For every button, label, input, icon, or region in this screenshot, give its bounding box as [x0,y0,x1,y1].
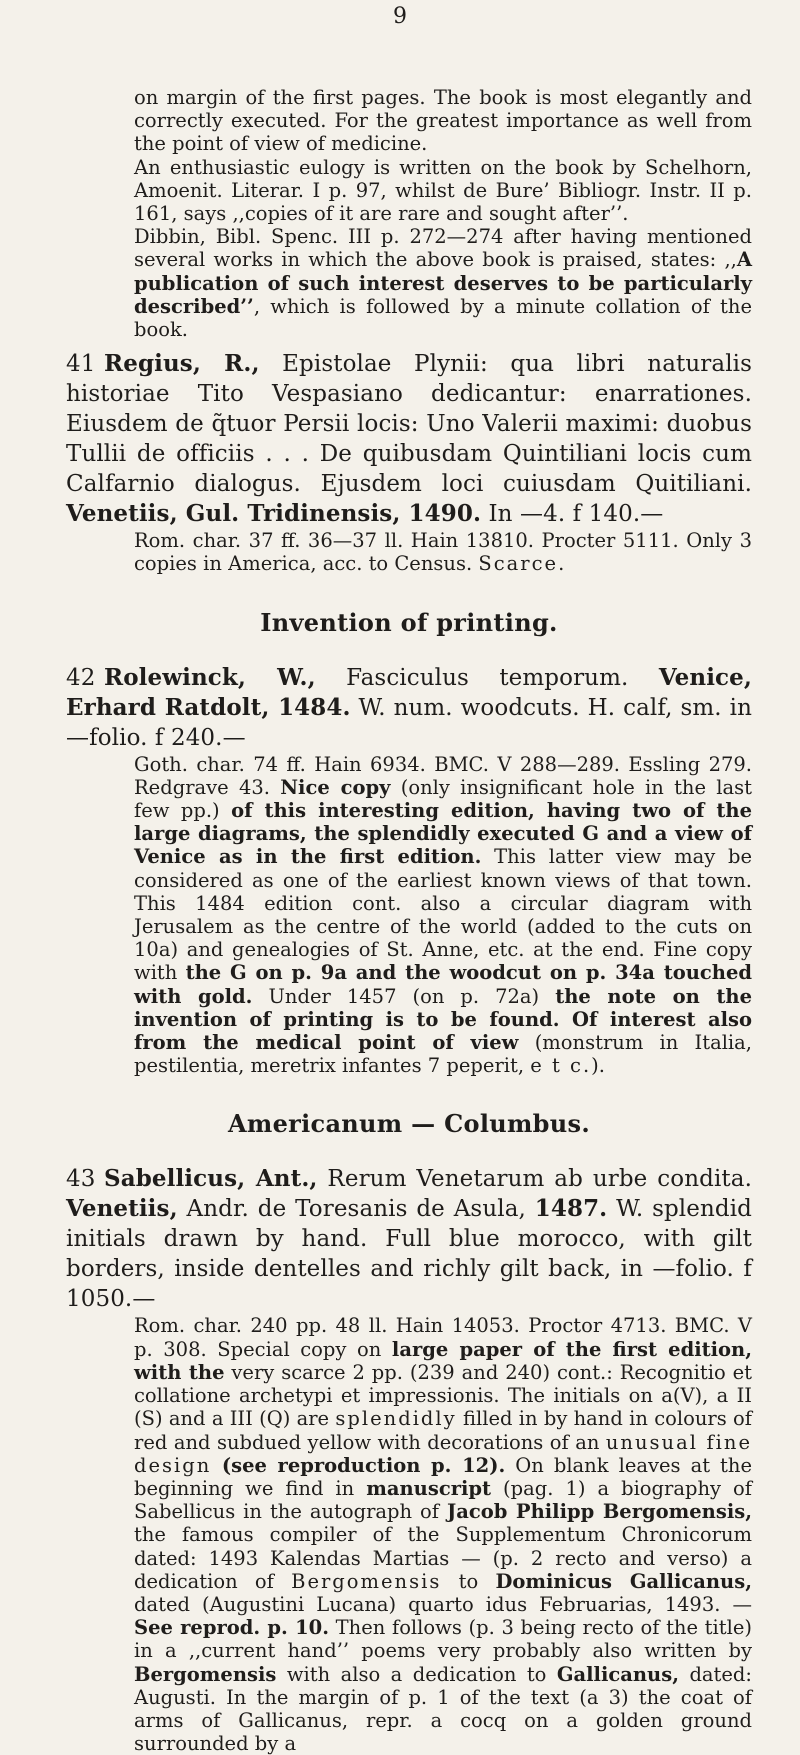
intro-line-3 [134,225,752,341]
entry-43-d5: (pag. 1) a biography of Sabellicus in the autograph of [134,1476,752,1524]
intro-line-2: An enthusiastic eulogy is written on the book by Schelhorn, Amoenit. Literar. I p. 97, whilst de Bure’ Bibliogr. Instr. II p. 161, says ,,copies of it are rare and sought after’’. [134,155,752,226]
entry-42-title: Fasciculus temporum. [315,664,659,691]
entry-42-imprint: Venice, Erhard Ratdolt, 1484. [66,663,752,721]
entry-41-detail-text: Rom. char. 37 ff. 36—37 ll. Hain 13810. Procter 5111. Only 3 copies in America, acc. to Census. [134,529,752,576]
entry-42-head [66,663,752,753]
entry-43-d1: Rom. char. 240 pp. 48 ll. Hain 14053. Proctor 4713. BMC. V p. 308. Special copy on [134,1314,752,1361]
entry-43-b7: Bergomensis [134,1662,277,1686]
entry-43-s1: splendidly [335,1407,457,1431]
entry-41-title: Epistolae Plynii: qua libri naturalis historiae Tito Vespasiano dedicantur: enarrationes. Eiusdem de q̃tuor Persii locis: Uno Valerii maximi: duobus Tullii de officiis . . . De quibusdam Quintiliani locis cum Calfarnio dialogus. Ejusdem loci cuiusdam Quitiliani. [66,351,753,498]
entry-43-d2: very scarce 2 pp. (239 and 240) cont.: Recognitio et collatione archetypi et impressionis. The initials on a(V), a II (S) and a III (Q) are [134,1360,752,1431]
entry-43-b8: Gallicanus, [556,1662,679,1686]
entry-42-format-price: W. num. woodcuts. H. calf, sm. in —folio. f 240.— [66,694,752,751]
entry-43-head [66,1164,752,1314]
entry-42-etc: e t c. [530,1054,592,1078]
entry-43-d11: dated: Augusti. In the margin of p. 1 of the text (a 3) the coat of arms of Gallicanus, repr. a cocq on a golden ground surrounded by a [134,1662,752,1755]
section-title-invention: Invention of printing. [260,607,558,637]
entry-42-bold-1: Nice copy [280,775,391,799]
entry-43-d4: On blank leaves at the beginning we find in [134,1453,752,1500]
entry-41-detail [66,529,752,575]
entry-42-bold-4: the note on the invention of printing is to be found. Of interest also from the medical point of view [134,984,752,1055]
entry-41-author: Regius, R., [104,350,260,378]
entry-43-d9: Then follows (p. 3 being recto of the title) in a ,,current hand’’ poems very probably also written by [134,1616,752,1663]
entry-43-author: Sabellicus, Ant., [104,1165,318,1193]
entry-42-detail [66,753,752,1078]
entry-43-s2: unusual fine design [134,1430,752,1477]
entry-43-d8: dated (Augustini Lucana) quarto idus Februarias, 1493. — [134,1592,752,1616]
entry-43-b2: (see reproduction p. 12). [211,1453,506,1477]
entry-43-d7: to [441,1569,496,1593]
intro-block [66,86,752,341]
entry-41-scarce: Scarce. [478,552,567,576]
entry-43-s3: Bergomensis [291,1569,442,1593]
entry-42-detail-3: This latter view may be considered as one of the earliest known views of that town. This 1484 edition cont. also a circular diagram with Jerusalem as the centre of the world (added to the cuts on 10a) and genealogies of St. Anne, etc. at the end. Fine copy with [134,845,752,985]
entry-43-imprint: Venetiis, [66,1195,178,1223]
entry-42-detail-6: ). [591,1054,605,1078]
entry-41-head [66,349,752,529]
entry-42-detail-2: (only insignificant hole in the last few pp.) [134,775,752,823]
intro-line-1: on margin of the first pages. The book is most elegantly and correctly executed. For the greatest importance as well from the point of view of medicine. [134,86,752,156]
entry-43-d10: with also a dedication to [276,1662,557,1686]
entry-43-d3: filled in by hand in colours of red and subdued yellow with decorations of an [134,1407,752,1454]
intro-quote-bold: A publication of such interest deserves to be particularly described’’ [134,248,752,318]
entry-43-title-2: Andr. de Toresanis de Asula, [177,1196,535,1223]
entry-42-bold-3: the G on p. 9a and the woodcut on p. 34a touched with gold. [134,961,752,1008]
entry-43-b5: Dominicus Gallicanus, [495,1569,752,1593]
entry-42-detail-1: Goth. char. 74 ff. Hain 6934. BMC. V 288—289. Essling 279. Redgrave 43. [134,752,752,799]
entry-43-b6: See reprod. p. 10. [134,1616,329,1640]
entry-43-number: 43 [66,1166,96,1193]
entry-42-author: Rolewinck, W., [104,663,316,691]
page-content [66,86,752,1755]
entry-43-b4: Jacob Philipp Bergomensis, [446,1500,752,1524]
intro-line-3-text: Dibbin, Bibl. Spenc. III p. 272—274 after having mentioned several works in which the above book is praised, states: ,, [134,225,752,272]
section-title-americanum: Americanum — Columbus. [228,1109,590,1139]
entry-41-format-price: In —4. f 140.— [481,501,664,528]
entry-43-b3: manuscript [366,1476,492,1500]
entry-43-b1: large paper of the first edition, with the [134,1337,752,1384]
entry-43-title: Rerum Venetarum ab urbe condita. [317,1166,752,1193]
entry-43-format-price: W. splendid initials drawn by hand. Full blue morocco, with gilt borders, inside dentelles and richly gilt back, in —folio. f 1050.— [66,1196,752,1313]
entry-42-detail-5: (monstrum in Italia, pestilentia, meretrix infantes 7 peperit, [134,1031,752,1078]
entry-41-number: 41 [66,351,96,378]
entry-43-year: 1487. [534,1195,608,1223]
entry-41-imprint: Venetiis, Gul. Tridinensis, 1490. [66,500,482,528]
entry-43-detail [66,1314,752,1755]
entry-42-detail-4: Under 1457 (on p. 72a) [252,984,556,1008]
entry-42-bold-2: of this interesting edition, having two of the large diagrams, the splendidly executed G and a view of Venice as in the first edition. [134,799,753,869]
entry-42-number: 42 [66,664,96,691]
page-number: 9 [393,4,407,29]
entry-43-d6: the famous compiler of the Supplementum Chronicorum dated: 1493 Kalendas Martias — (p. 2 recto and verso) a dedication of [134,1523,752,1593]
intro-line-3-end: , which is followed by a minute collation of the book. [134,294,752,342]
